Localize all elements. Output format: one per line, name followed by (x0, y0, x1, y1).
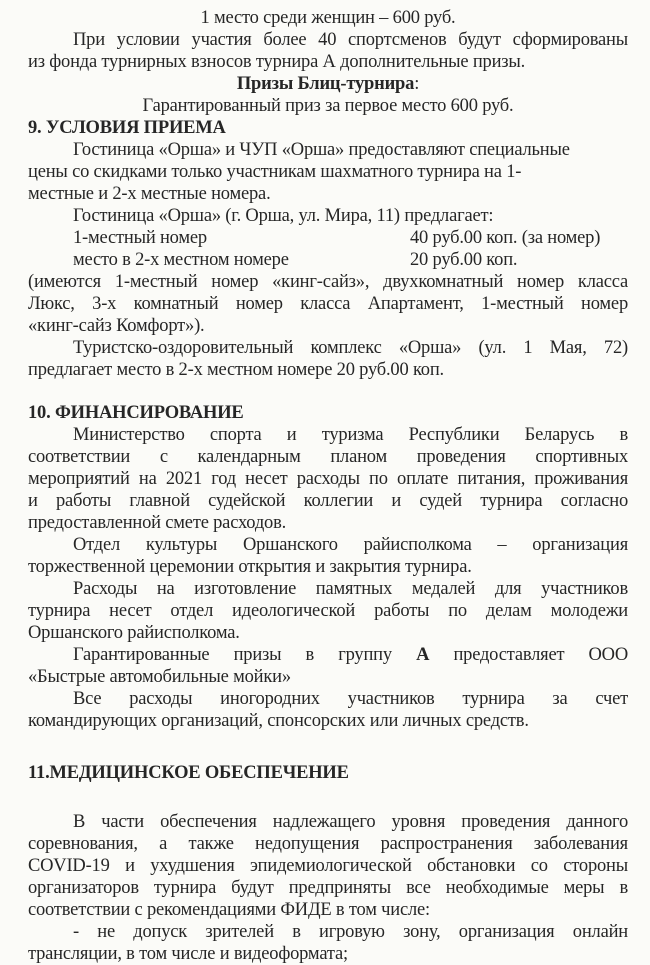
extra-prizes-line: из фонда турнирных взносов турнира А дополнительные призы. (28, 52, 526, 72)
room-price: 40 руб.00 коп. (за номер) (410, 228, 601, 248)
paragraph-line: предоставленной смете расходов. (28, 513, 287, 533)
section-11-heading: 11.МЕДИЦИНСКОЕ ОБЕСПЕЧЕНИЕ (28, 763, 349, 783)
women-prize-line: 1 место среди женщин – 600 руб. (200, 8, 456, 28)
paragraph-line: Отдел культуры Оршанского райисполкома – организация (73, 535, 628, 555)
text-part: предоставляет ООО (453, 645, 628, 665)
paragraph-line: торжественной церемонии открытия и закрытия турнира. (28, 557, 472, 577)
room-name: 1-местный номер (73, 228, 207, 248)
section-9-heading: 9. УСЛОВИЯ ПРИЕМА (28, 118, 226, 138)
paragraph-line: (имеются 1-местный номер «кинг-сайз», двухкомнатный номер класса (28, 272, 628, 292)
paragraph-line: Люкс, 3-х комнатный номер класса Апартамент, 1-местный номер (28, 294, 628, 314)
paragraph-line: местные и 2-х местные номера. (28, 184, 271, 204)
paragraph-line: Все расходы иногородних участников турнира за счет (73, 689, 628, 709)
paragraph-line: «кинг-сайз Комфорт»). (28, 316, 205, 336)
paragraph-line: Гостиница «Орша» и ЧУП «Орша» предоставляют специальные (73, 140, 570, 160)
paragraph-line: Туристско-оздоровительный комплекс «Орша» (ул. 1 Мая, 72) (73, 338, 628, 358)
room-name: место в 2-х местном номере (73, 250, 289, 270)
text-part: Гарантированные призы в группу (73, 645, 392, 665)
paragraph-line: В части обеспечения надлежащего уровня проведения данного (73, 812, 628, 832)
blitz-title-text: Призы Блиц-турнира (236, 74, 415, 94)
group-a-label: А (416, 645, 430, 665)
paragraph-line: турнира несет отдел идеологической работы по делам молодежи (28, 601, 628, 621)
paragraph-line: Расходы на изготовление памятных медалей для участников (73, 579, 628, 599)
paragraph-line: соответствии с календарным планом проведения спортивных (28, 447, 628, 467)
paragraph-line: командирующих организаций, спонсорских или личных средств. (28, 711, 529, 731)
paragraph-line: соревнования, а также недопущения распространения заболевания (28, 834, 628, 854)
paragraph-line: трансляции, в том числе и видеоформата; (28, 944, 348, 964)
paragraph-line: и работы главной судейской коллегии и судей турнира согласно (28, 491, 628, 511)
paragraph-line (28, 644, 628, 666)
room-row (28, 227, 628, 249)
extra-prizes-line: При условии участия более 40 спортсменов будут сформированы (73, 30, 628, 50)
paragraph-line: организаторов турнира будут предприняты все необходимые меры в (28, 878, 628, 898)
paragraph-line: предлагает место в 2-х местном номере 20 руб.00 коп. (28, 360, 444, 380)
hotel-intro: Гостиница «Орша» (г. Орша, ул. Мира, 11) предлагает: (73, 206, 494, 226)
paragraph-line: цены со скидками только участникам шахматного турнира на 1- (28, 162, 522, 182)
paragraph-line: COVID-19 и ухудшения эпидемиологической обстановки со стороны (28, 856, 628, 876)
blitz-prizes-title (28, 73, 628, 95)
room-row (28, 249, 628, 271)
paragraph-line: мероприятий на 2021 год несет расходы по оплате питания, проживания (28, 469, 628, 489)
blitz-prize-line: Гарантированный приз за первое место 600 руб. (142, 96, 514, 116)
paragraph-line: Оршанского райисполкома. (28, 623, 240, 643)
section-10-heading: 10. ФИНАНСИРОВАНИЕ (28, 403, 244, 423)
paragraph-line: «Быстрые автомобильные мойки» (28, 667, 291, 687)
paragraph-line: соответствии с рекомендациями ФИДЕ в том числе: (28, 900, 430, 920)
paragraph-line: Министерство спорта и туризма Республики Беларусь в (73, 425, 628, 445)
paragraph-line: - не допуск зрителей в игровую зону, организация онлайн (73, 922, 628, 942)
room-price: 20 руб.00 коп. (410, 250, 518, 270)
blitz-title-colon: : (414, 74, 420, 94)
